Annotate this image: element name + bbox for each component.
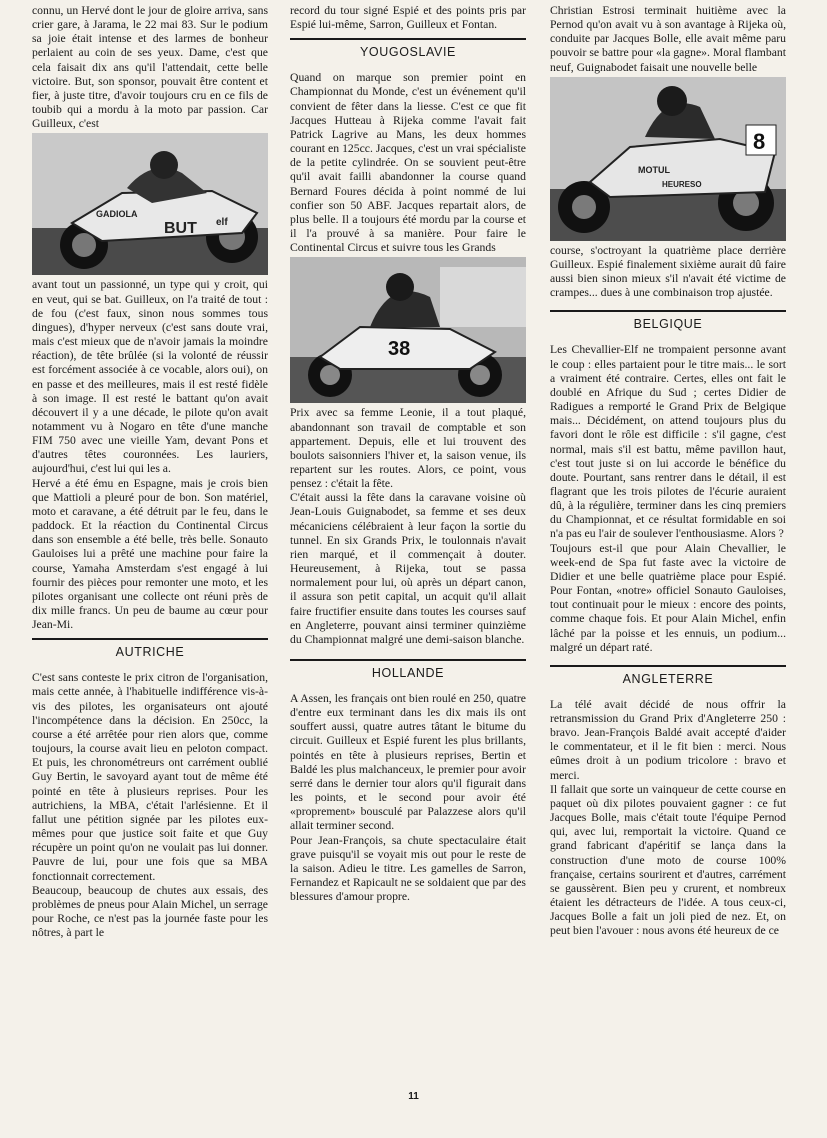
page-number: 11 bbox=[408, 1091, 419, 1102]
paragraph: Les Chevallier-Elf ne trompaient personne avant le coup : elles partaient pour le titre mais... le sort a vraiment été contraire. Certes, elles ont fait le doublé en Afrique du Sud ; certes Didier de Radigues a remporté le Grand Prix de Belgique mais... Décidément, on attend toujours plus du favori dont le rôle est difficile : s'il gagne, c'est normal, mais s'il est battu, même pavillon haut, c'est tout juste si on lui accorde le bénéfice du doute. Pourtant, sans rentrer dans le détail, il est flagrant que les trois pilotes de l'écurie auraient dû, à la régulière, terminer dans les cinq premiers du Championnat, et ce résultat formidable en soi n'a pas eu l'air de soulever l'enthousiasme. Alors ? bbox=[550, 343, 786, 541]
column-1 bbox=[32, 4, 268, 940]
race-number: 8 bbox=[753, 128, 766, 154]
paragraph: Il fallait que sorte un vainqueur de cette course en paquet où dix pilotes pouvaient gagner : ce fut Jacques Bolle, mais c'était toute l'équipe Pernod qui, avec lui, remportait la victoire. Quand ce grand fabricant d'apéritif se lança dans la construction d'une moto de course 100% française, certains sourirent et d'autres, carrément se gaussèrent. Bien peu y crurent, et nombreux étaient les détracteurs de l'idée. A tous ceux-ci, Jacques Bolle a fait un joli pied de nez. Et, on peut bien l'avouer : nous avons été heureux de ce bbox=[550, 782, 786, 938]
sponsor-lettering: BUT bbox=[164, 220, 197, 238]
section-heading-yougoslavie: YOUGOSLAVIE bbox=[290, 38, 526, 63]
paragraph: Pour Jean-François, sa chute spectaculaire était grave puisqu'il se voyait mis out pour le reste de la saison. Adieu le titre. Les gamelles de Sarron, Fernandez et Rapicault ne se soldaient que par des blessures d'amour propre. bbox=[290, 833, 526, 904]
paragraph: avant tout un passionné, un type qui y croit, qui en veut, qui se bat. Guilleux, on l'a traité de tout : de fou (c'est faux, sinon nous sommes tous dingues), d'hyper nerveux (c'est sans doute vrai, mais c'est mieux que de n'avoir jamais la moindre réaction), de tête brûlée (si la volonté de réussir est forcément associée à ce vocable, alors oui), on en passe et des meilleures, mais il est resté fidèle à son image. Il est resté le battant qu'on avait découvert il y a une décade, le pilote qu'on avait notamment vu à Nogaro en tête d'une manche FIM 750 avec une vieille Yam, devant Pons et d'autres têtes couronnées. Les lauriers, aujourd'hui, c'est lui qui les a. bbox=[32, 278, 268, 476]
paragraph: Beaucoup, beaucoup de chutes aux essais, des problèmes de pneus pour Alain Michel, un serrage pour Roche, ce n'est pas la journée faste pour les nôtres, à part le bbox=[32, 883, 268, 940]
paragraph: Toujours est-il que pour Alain Chevallier, le week-end de Spa fut faste avec la victoire de Didier et une belle quatrième place pour Espié. Pour Fontan, «notre» officiel Sonauto Gauloises, tout continuait pour le mieux : encore des points, comme chaque fois. Et pour Alain Michel, enfin lâché par la poisse et les ennuis, un podium... malgré un départ raté. bbox=[550, 541, 786, 654]
sponsor-lettering: HEURESO bbox=[662, 179, 702, 189]
motorcycle-image bbox=[550, 77, 786, 241]
motorcycle-image bbox=[32, 133, 268, 275]
paragraph: record du tour signé Espié et des points pris par Espié lui-même, Sarron, Guilleux et Fontan. bbox=[290, 4, 526, 32]
motorcycle-image bbox=[290, 257, 526, 403]
paragraph: La télé avait décidé de nous offrir la retransmission du Grand Prix d'Angleterre 250 : bravo. Jean-François Baldé avait accepté d'aider le commentateur, et il le fit bien : merci. Nous eûmes droit à un podium tricolore : bravo et merci. bbox=[550, 697, 786, 782]
paragraph: C'était aussi la fête dans la caravane voisine où Jean-Louis Guignabodet, sa femme et ses deux mécaniciens célébraient à leur façon la sortie du tunnel. En six Grands Prix, le toulonnais n'avait rien marqué, et il commençait à douter. Heureusement, à Rijeka, tout se passa normalement pour lui, où après un départ canon, il assura son petit capital, un acquit qu'il allait faire fructifier ensuite dans toutes les courses sauf en Angleterre, pouvant ainsi terminer quinzième du Championnat malgré une demi-saison blanche. bbox=[290, 491, 526, 646]
sponsor-lettering: elf bbox=[216, 217, 228, 229]
section-heading-autriche: AUTRICHE bbox=[32, 638, 268, 663]
paragraph: Christian Estrosi terminait huitième avec la Pernod qu'on avait vu à son avantage à Rijeka où, conduite par Jacques Bolle, elle avait même paru pouvoir se battre pour «la gagne». Moral flambant neuf, Guignabodet faisait une nouvelle belle bbox=[550, 4, 786, 74]
paragraph: course, s'octroyant la quatrième place derrière Guilleux. Espié finalement sixième aurait dû faire aussi bien sinon mieux s'il n'avait été victime de crampes... dues à une combinaison trop ajustée. bbox=[550, 243, 786, 300]
section-heading-hollande: HOLLANDE bbox=[290, 659, 526, 684]
column-2 bbox=[290, 4, 526, 904]
paragraph: Hervé a été ému en Espagne, mais je crois bien que Mattioli a pleuré pour de bon. Son matériel, moto et caravane, a été détruit par le feu, dans le paddock. Et la réaction du Continental Circus dans son ensemble a été belle, très belle. Sonauto Gauloises lui a prêté une machine pour faire la course, Yamaha Amsterdam s'est engagé à lui fournir des pièces pour remonter une moto, et les pilotes organisant une collecte ont réuni près de dix mille francs. Un peu de baume au cœur pour Jean-Mi. bbox=[32, 476, 268, 632]
paragraph: A Assen, les français ont bien roulé en 250, quatre d'entre eux terminant dans les dix mais ils ont souffert aussi, quatre autres tâtant le bitume du circuit. Guilleux et Espié furent les plus brillants, pointés en tête à plusieurs reprises, Bertin et Baldé les plus malchanceux, le premier pour avoir serré dans le dernier tour alors qu'il figurait dans les points, et le second pour avoir été «proprement» bousculé par Palazzese alors qu'il allait terminer second. bbox=[290, 692, 526, 833]
paragraph: Quand on marque son premier point en Championnat du Monde, c'est un événement qu'il convient de fêter dans la liesse. C'est ce que fit Jacques Hutteau à Rijeka comme l'avait fait Patrick Lagrive au Mans, les deux hommes courant en 125cc. Jacques, c'est un vrai spécialiste de la petite cylindrée. On se souvient peut-être qu'il avait failli abandonner la course quand Bernard Foures décida à point nommé de lui confier son 50 ABF. Jacques repartait alors, de plus belle. Il a toujours été mordu par la course et il l'a prouvé à sa manière. Pour faire le Continental Circus et suivre tous les Grands bbox=[290, 71, 526, 255]
paragraph: Prix avec sa femme Leonie, il a tout plaqué, abandonnant son travail de comptable et son appartement. Depuis, elle et lui trouvent des boulots saisonniers l'hiver et, la saison venue, ils repartent sur les routes. Alors, ce point, vous pensez : c'était la fête. bbox=[290, 406, 526, 491]
column-3 bbox=[550, 4, 786, 939]
paragraph: C'est sans conteste le prix citron de l'organisation, mais cette année, à l'habituelle indifférence vis-à-vis des pilotes, les organisateurs ont ajouté l'incompétence dans la décision. En 250cc, la course a été arrêtée pour rien alors que, comme toujours, la course avait lieu en peloton compact. Et puis, les chronométreurs ont carrément oublié Guy Bertin, le savoyard ayant tout de même été pointé en tête à plusieurs reprises. Pour les autrichiens, la MBA, c'était l'arlésienne. Et il fallut une pétition signée par les pilotes eux-mêmes pour que justice soit faite et que Guy récupère un point qu'on ne voulait pas lui donner. Pauvre de lui, pour une fois que sa MBA fonctionnait correctement. bbox=[32, 671, 268, 883]
paragraph: connu, un Hervé dont le jour de gloire arriva, sans crier gare, à Jarama, le 22 mai 83. Sur le podium sa joie était intense et des larmes de bonheur perlaient au coin de ses yeux. Dame, c'est que cela faisait dix ans qu'il l'attendait, cette belle victoire. But, son sponsor, pouvait être content et fier, à juste titre, d'avoir toujours cru en ce fils de toubib qui a mordu à la moto par passion. Car Guilleux, c'est bbox=[32, 4, 268, 131]
sponsor-lettering: MOTUL bbox=[638, 164, 670, 175]
race-photo-hutteau bbox=[290, 257, 526, 403]
race-photo-guilleux bbox=[32, 133, 268, 275]
fairing-lettering: GADIOLA bbox=[96, 209, 138, 220]
race-photo-guignabodet bbox=[550, 77, 786, 241]
section-heading-angleterre: ANGLETERRE bbox=[550, 665, 786, 690]
section-heading-belgique: BELGIQUE bbox=[550, 310, 786, 335]
race-number: 38 bbox=[388, 338, 411, 361]
